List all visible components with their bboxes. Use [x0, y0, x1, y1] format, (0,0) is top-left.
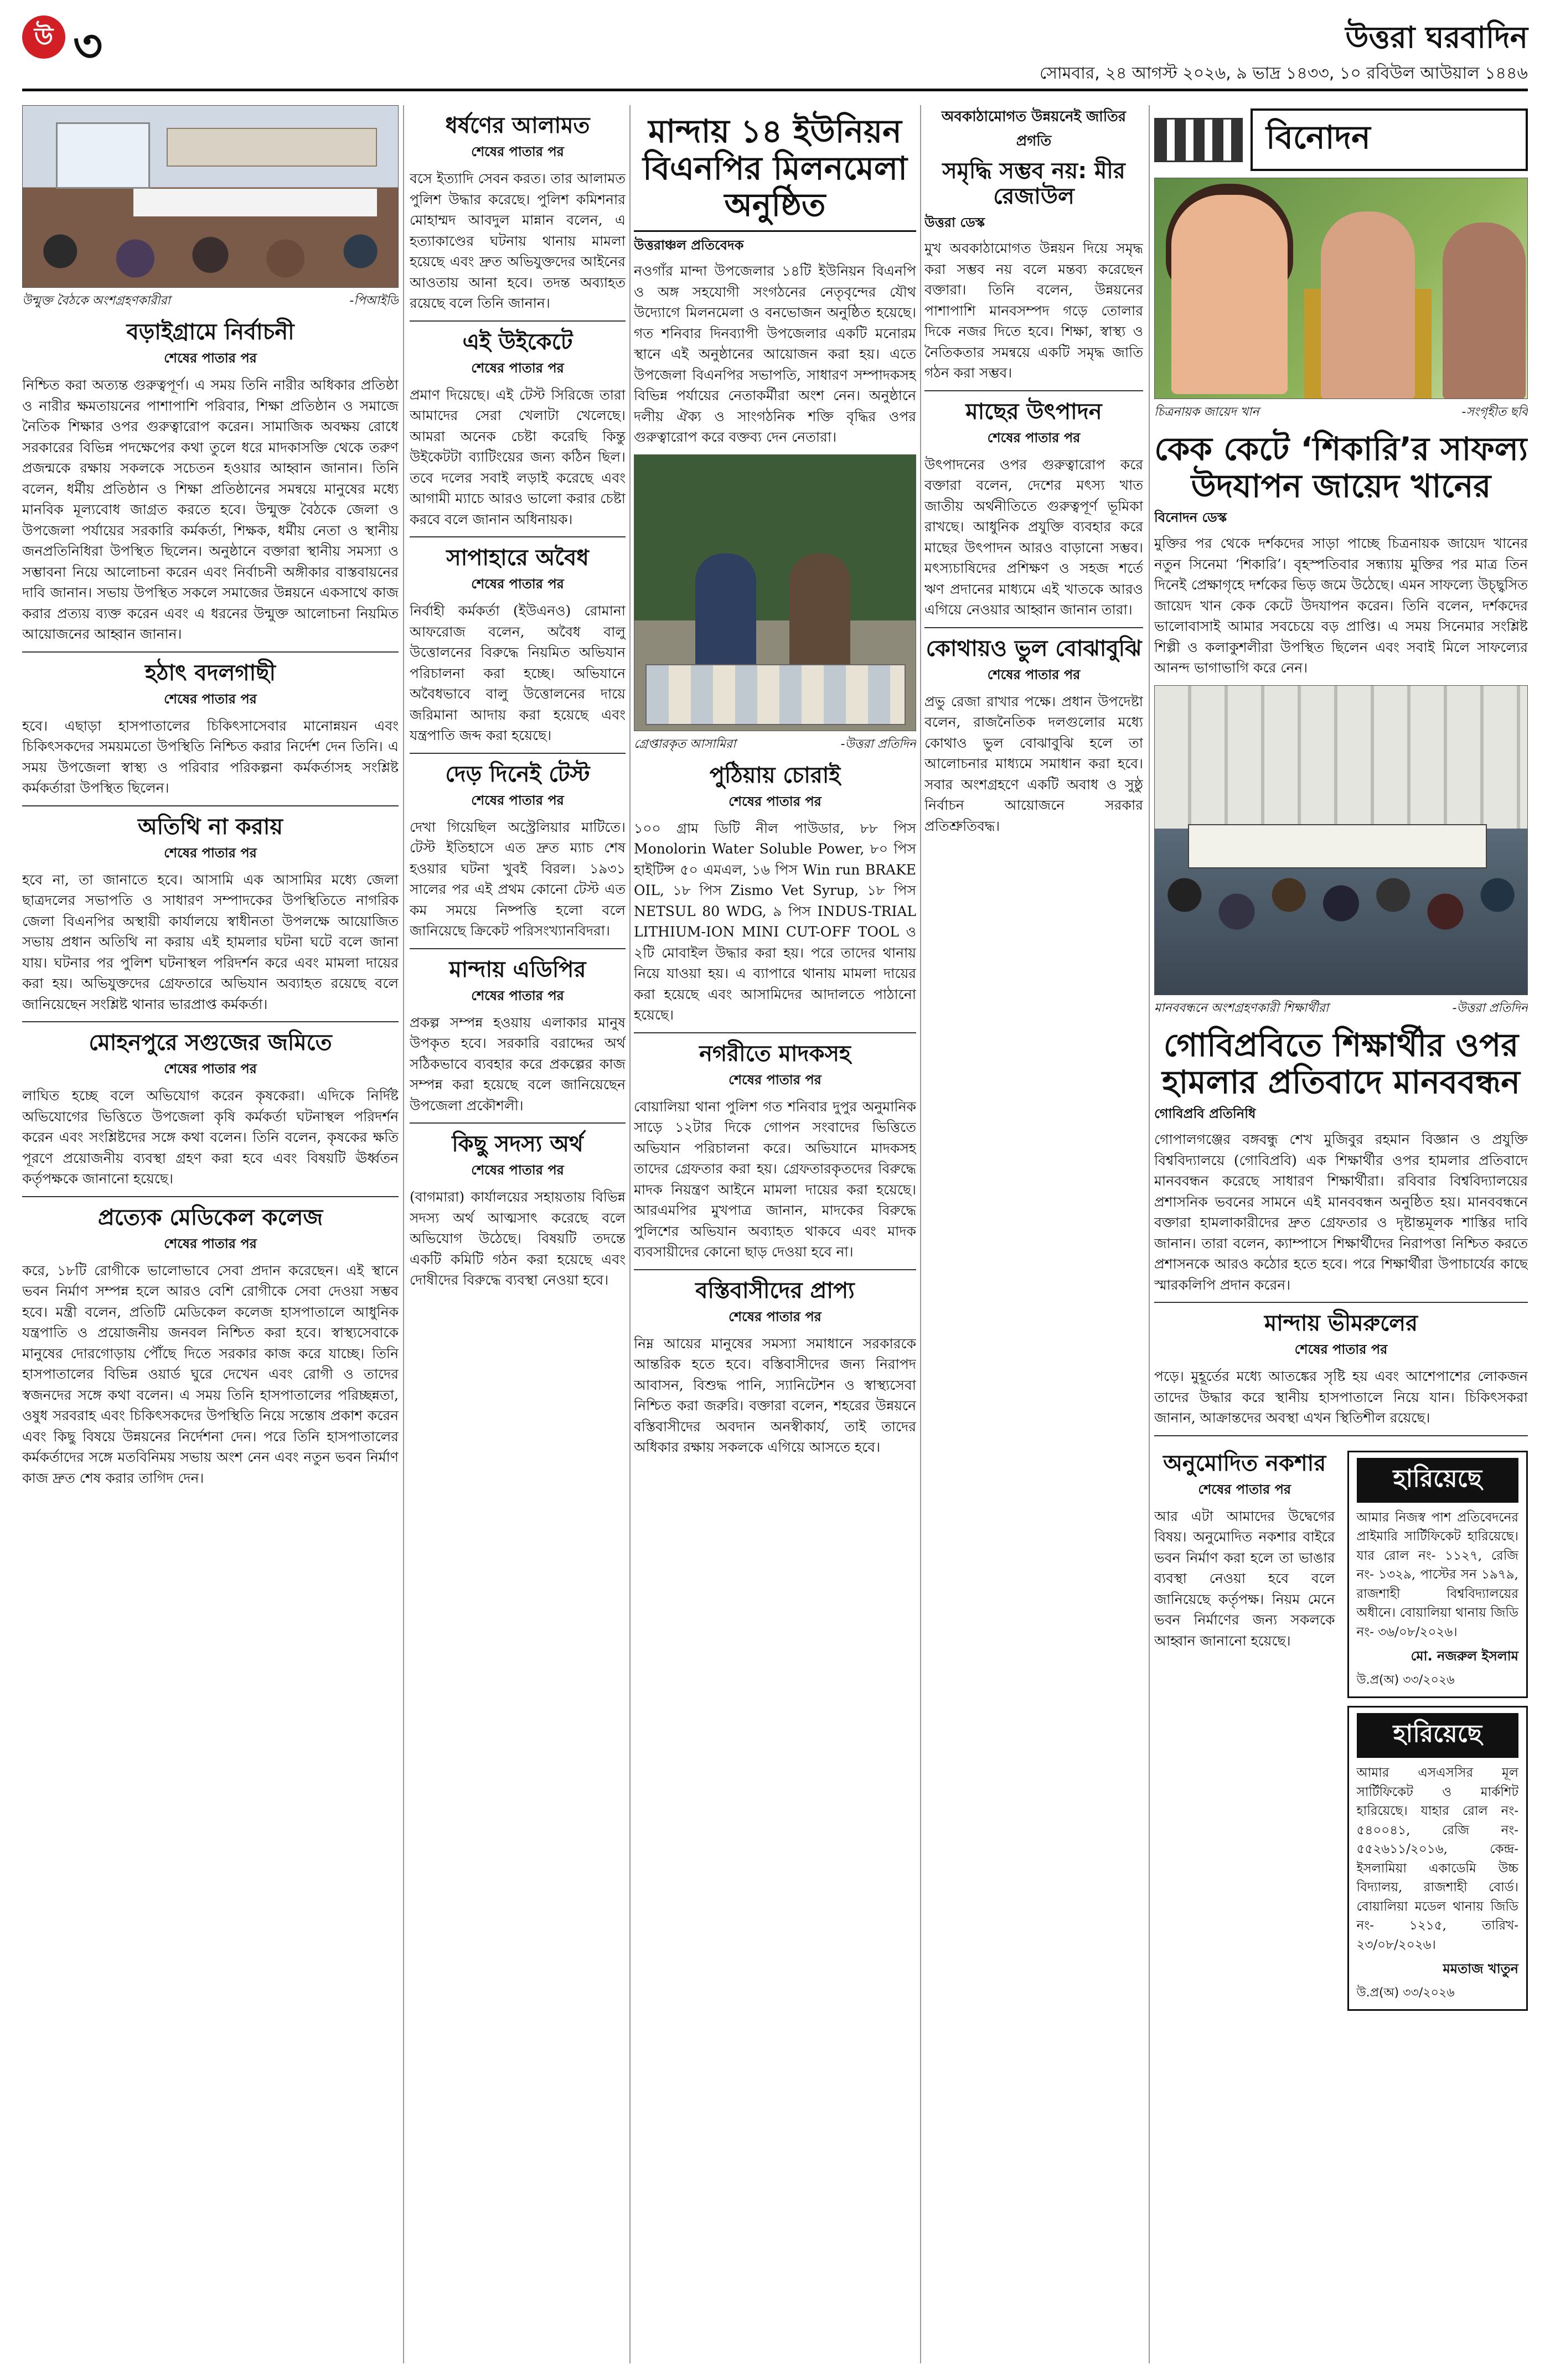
divider	[22, 805, 399, 806]
divider	[410, 948, 626, 949]
section-title: বিনোদন	[1251, 108, 1528, 171]
photo-caption	[1154, 998, 1528, 1019]
continued-label: শেষের পাতার পর	[471, 987, 564, 1003]
article-body: লাঘিত হচ্ছে বলে অভিযোগ করেন কৃষকেরা। এদিকে নির্দিষ্ট অভিযোগের ভিত্তিতে উপজেলা কৃষি কর্মকর্তা ঘটনাস্থল পরিদর্শন করেন এবং সংশ্লিষ্টদের সঙ্গে কথা বলেন। তিনি বলেন, কৃষকের ক্ষতি পূরণে প্রয়োজনীয় ব্যবস্থা গ্রহণ করা হবে এবং বিষয়টি ঊর্ধ্বতন কর্তৃপক্ষকে জানানো হয়েছে।	[22, 1088, 399, 1187]
divider	[22, 651, 399, 653]
continued-label: শেষের পাতার পর	[1198, 1481, 1291, 1497]
ad-title: হারিয়েছে	[1357, 1713, 1519, 1758]
ad-signature: মমতাজ খাতুন	[1443, 1961, 1518, 1977]
article-body: মুক্তির পর থেকে দর্শকদের সাড়া পাচ্ছে চিত্রনায়ক জায়েদ খানের নতুন সিনেমা ‘শিকারি’। বৃহস্পতিবার সন্ধ্যায় মুক্তির পর মাত্র তিন দিনেই প্রেক্ষাগৃহে দর্শকের ভিড় জমে উঠেছে। এমন সাফল্যে উচ্ছ্বসিত জায়েদ খান কেক কেটে উদযাপন করেন। তিনি বলেন, দর্শকদের ভালোবাসাই আমার সবচেয়ে বড় প্রাপ্তি। এ সময় সিনেমার সংশ্লিষ্ট শিল্পী ও কলাকুশলীরা উপস্থিত ছিলেন এবং সবাই মিলে সাফল্যের আনন্দ ভাগাভাগি করে নেন।	[1154, 535, 1528, 676]
continued-label: শেষের পাতার পর	[987, 666, 1081, 682]
article-headline: বস্তিবাসীদের প্রাপ্য	[695, 1277, 855, 1303]
divider	[410, 1122, 626, 1124]
article-kicker: অবকাঠামোগত উন্নয়নেই জাতির প্রগতি	[941, 108, 1127, 149]
caption-text: চিত্রনায়ক জায়েদ খান	[1154, 405, 1259, 419]
byline: উত্তরা ডেস্ক	[924, 215, 985, 230]
continued-label: শেষের পাতার পর	[471, 144, 564, 159]
ad-body: আমার নিজস্ব পাশ প্রতিবেদনের প্রাইমারি সার্টিফিকেট হারিয়েছে। যার রোল নং- ১১২৭, রেজি নং- ১৩২৯, পাস্টের সন ১৯৭৯, রাজশাহী বিশ্ববিদ্যালয়ের অধীনে। বোয়ালিয়া থানায় জিডি নং- ৩৬/০৮/২০২৬।	[1356, 1510, 1518, 1639]
celebrity-photo	[1154, 178, 1528, 399]
article-headline: অনুমোদিত নকশার	[1163, 1450, 1326, 1476]
ad-title: হারিয়েছে	[1357, 1458, 1519, 1503]
divider	[1154, 1435, 1528, 1436]
divider	[22, 1196, 399, 1197]
article-body: নওগাঁর মান্দা উপজেলার ১৪টি ইউনিয়ন বিএনপি ও অঙ্গ সহযোগী সংগঠনের নেতৃবৃন্দের যৌথ উদ্যোগে মিলনমেলা ও বনভোজন অনুষ্ঠিত হয়েছে। গত শনিবার দিনব্যাপী উপজেলার একটি মনোরম স্থানে এই অনুষ্ঠানের আয়োজন করা হয়। এতে উপজেলা বিএনপির সভাপতি, সাধারণ সম্পাদকসহ বিভিন্ন পর্যায়ের নেতাকর্মীরা অংশ নেন। অনুষ্ঠানে দলীয় ঐক্য ও সাংগঠনিক শক্তি বৃদ্ধির ওপর গুরুত্বারোপ করে বক্তব্য দেন নেতারা।	[634, 263, 916, 446]
article-body: গোপালগঞ্জের বঙ্গবন্ধু শেখ মুজিবুর রহমান বিজ্ঞান ও প্রযুক্তি বিশ্ববিদ্যালয়ে (গোবিপ্রবি) এক শিক্ষার্থীর ওপর হামলার প্রতিবাদে মানববন্ধন করেছে সাধারণ শিক্ষার্থীরা। রবিবার বিশ্ববিদ্যালয়ের প্রশাসনিক ভবনের সামনে এই মানববন্ধন অনুষ্ঠিত হয়। মানববন্ধনে বক্তারা হামলাকারীদের দ্রুত গ্রেফতার ও দৃষ্টান্তমূলক শাস্তির দাবি জানান। তারা বলেন, ক্যাম্পাসে শিক্ষার্থীদের নিরাপত্তা নিশ্চিত করতে প্রশাসনকে আরও কঠোর হতে হবে। পরে শিক্ষার্থীরা উপাচার্যের কাছে স্মারকলিপি প্রদান করেন।	[1154, 1131, 1528, 1293]
article-body: দেখা গিয়েছিল অস্ট্রেলিয়ার মাটিতে। টেস্ট ইতিহাসে এত দ্রুত ম্যাচ শেষ হওয়ার ঘটনা খুবই বিরল। ১৯৩১ সালের পর এই প্রথম কোনো টেস্ট এত কম সময়ে নিষ্পত্তি হলো বলে জানিয়েছে ক্রিকেট পরিসংখ্যানবিদরা।	[410, 819, 626, 939]
person-figure	[1443, 223, 1526, 399]
article-headline: হঠাৎ বদলগাছী	[145, 660, 276, 686]
head-table	[133, 189, 377, 216]
divider	[22, 1021, 399, 1022]
continued-label: শেষের পাতার পর	[471, 360, 564, 376]
paper-logo-icon: উ	[22, 15, 65, 59]
person-figure	[1171, 195, 1288, 394]
ad-body: আমার এসএসসির মূল সার্টিফিকেট ও মার্কশিট হারিয়েছে। যাহার রোল নং- ৫৪০০৪১, রেজি নং- ৫৫২৬১১/২০১৬, কেন্দ্র- ইসলামিয়া একাডেমি উচ্চ বিদ্যালয়, রাজশাহী বোর্ড। বোয়ালিয়া মডেল থানায় জিডি নং- ১২১৫, তারিখ- ২৩/০৮/২০২৬।	[1356, 1766, 1518, 1952]
protest-photo	[1154, 685, 1528, 995]
person-figure	[1321, 211, 1415, 399]
column-5	[1154, 105, 1528, 2363]
article-headline: কোথায়ও ভুল বোঝাবুঝি	[926, 635, 1142, 661]
meeting-photo	[22, 105, 399, 288]
continued-label: শেষের পাতার পর	[1294, 1342, 1388, 1358]
article-body: মুখ অবকাঠামোগত উন্নয়ন দিয়ে সমৃদ্ধ করা সম্ভব নয় বলে মন্তব্য করেছেন বক্তারা। তিনি বলেন, উন্নয়নের পাশাপাশি মানবসম্পদ গড়ে তোলার দিকে নজর দিতে হবে। শিক্ষা, স্বাস্থ্য ও নৈতিকতার সমন্বয়ে একটি সমৃদ্ধ জাতি গঠন করা সম্ভব।	[924, 240, 1143, 381]
divider	[634, 1032, 916, 1033]
seized-goods	[645, 664, 906, 725]
column-divider	[1149, 105, 1150, 2363]
article-body: উৎপাদনের ওপর গুরুত্বারোপ করে বক্তারা বলেন, দেশের মৎস্য খাত জাতীয় অর্থনীতিতে গুরুত্বপূর্ণ ভূমিকা রাখছে। আধুনিক প্রযুক্তি ব্যবহার করে মাছের উৎপাদন আরও বাড়ানো সম্ভব। মৎস্যচাষিদের প্রশিক্ষণ ও সহজ শর্তে ঋণ প্রদানের মাধ্যমে এই খাতকে আরও এগিয়ে নেওয়ার আহ্বান জানান তারা।	[924, 456, 1143, 618]
article-body: প্রভু রেজা রাখার পক্ষে। প্রধান উপদেষ্টা বলেন, রাজনৈতিক দলগুলোর মধ্যে কোথাও ভুল বোঝাবুঝি হলে তা আলোচনার মাধ্যমে সমাধান করা হবে। সবার অংশগ্রহণে একটি অবাধ ও সুষ্ঠু নির্বাচন আয়োজনে সরকার প্রতিশ্রুতিবদ্ধ।	[924, 693, 1143, 834]
byline: বিনোদন ডেস্ক	[1154, 510, 1227, 526]
caption-credit: -উত্তরা প্রতিদিন	[1452, 1001, 1528, 1015]
continued-label: শেষের পাতার পর	[728, 1308, 822, 1324]
divider	[410, 753, 626, 754]
byline: উত্তরাঞ্চল প্রতিবেদক	[634, 237, 744, 253]
article-headline: নগরীতে মাদকসহ	[699, 1041, 851, 1067]
dateline: সোমবার, ২৪ আগস্ট ২০২৬, ৯ ভাদ্র ১৪৩৩, ১০ রবিউল আউয়াল ১৪৪৬	[1040, 64, 1528, 83]
column-4	[924, 105, 1143, 2363]
article-body: বোয়ালিয়া থানা পুলিশ গত শনিবার দুপুর অনুমানিক সাড়ে ১২টার দিকে গোপন সংবাদের ভিত্তিতে অভিযান পরিচালনা করে। অভিযানে মাদকসহ তাদের গ্রেফতার করা হয়। গ্রেফতারকৃতদের বিরুদ্ধে মাদক নিয়ন্ত্রণ আইনে মামলা দায়ের করা হয়েছে। আরএমপির মুখপাত্র জানান, মাদকের বিরুদ্ধে পুলিশের অভিযান অব্যাহত থাকবে এবং মাদক ব্যবসায়ীদের কোনো ছাড় দেওয়া হবে না।	[634, 1098, 916, 1260]
continued-label: শেষের পাতার পর	[728, 1072, 822, 1088]
page-number: ৩	[73, 20, 103, 73]
stage-banner	[167, 128, 377, 167]
column-3	[634, 105, 916, 2363]
bottom-row	[1154, 1443, 1528, 2011]
article-body: নির্বাহী কর্মকর্তা (ইউএনও) রোমানা আফরোজ বলেন, অবৈধ বালু উত্তোলনের বিরুদ্ধে নিয়মিত অভিযান পরিচালনা করা হচ্ছে। অভিযানে অবৈধভাবে বালু উত্তোলনের দায়ে জরিমানা আদায় করা হয়েছে এবং যন্ত্রপাতি জব্দ করা হয়েছে।	[410, 603, 626, 743]
divider	[410, 536, 626, 537]
photo-caption	[22, 291, 399, 312]
caption-credit: -উত্তরা প্রতিদিন	[840, 737, 916, 751]
column-divider	[403, 105, 404, 2363]
article-headline: মাছের উৎপাদন	[965, 399, 1102, 425]
article-headline: প্রত্যেক মেডিকেল কলেজ	[97, 1204, 323, 1230]
section-flag	[1154, 108, 1528, 171]
article-body: করে, ১৮টি রোগীকে ভালোভাবে সেবা প্রদান করেছেন। এই স্থানে ভবন নির্মাণ সম্পন্ন হলে আরও বেশি রোগীকে সেবা দেওয়া সম্ভব হবে। মন্ত্রী বলেন, প্রতিটি মেডিকেল কলেজ হাসপাতালে আধুনিক যন্ত্রপাতি ও প্রয়োজনীয় জনবল নিশ্চিত করা হবে। স্বাস্থ্যসেবাকে মানুষের দোরগোড়ায় পৌঁছে দিতে সরকার কাজ করে যাচ্ছে। তিনি হাসপাতালের বিভিন্ন ওয়ার্ড ঘুরে দেখেন এবং রোগী ও তাদের স্বজনদের সঙ্গে কথা বলেন। এ সময় তিনি হাসপাতালের পরিচ্ছন্নতা, ওষুধ সরবরাহ এবং চিকিৎসকদের উপস্থিতি নিয়ে সন্তোষ প্রকাশ করেন এবং কিছু বিষয়ে উন্নয়নের নির্দেশনা দেন। পরে তিনি হাসপাতালের কর্মকর্তাদের সঙ্গে মতবিনিময় সভায় অংশ নেন এবং নতুন ভবন নির্মাণ কাজ দ্রুত শেষ করার তাগিদ দেন।	[22, 1262, 399, 1486]
article-body: পড়ে। মুহূর্তের মধ্যে আতঙ্কের সৃষ্টি হয় এবং আশেপাশের লোকজন তাদের উদ্ধার করে স্থানীয় হাসপাতালে নিয়ে যান। চিকিৎসকরা জানান, আক্রান্তদের অবস্থা এখন স্থিতিশীল রয়েছে।	[1154, 1368, 1528, 1426]
article-headline: মান্দায় ভীমরুলের	[1264, 1311, 1418, 1337]
article-body: আর এটা আমাদের উদ্বেগের বিষয়। অনুমোদিত নকশার বাইরে ভবন নির্মাণ করা হলে তা ভাঙার ব্যবস্থা নেওয়া হবে বলে জানিয়েছে কর্তৃপক্ষ। নিয়ম মেনে ভবন নির্মাণের জন্য সকলকে আহ্বান জানানো হয়েছে।	[1154, 1508, 1335, 1649]
continued-label: শেষের পাতার পর	[471, 576, 564, 592]
feature-headline: কেক কেটে ‘শিকারি’র সাফল্য উদযাপন জায়েদ খানের	[1154, 430, 1528, 505]
lead-headline: মান্দায় ১৪ ইউনিয়ন বিএনপির মিলনমেলা অনুষ্ঠিত	[643, 112, 907, 224]
caption-text: গ্রেপ্তারকৃত আসামিরা	[634, 737, 736, 751]
continued-label: শেষের পাতার পর	[164, 691, 257, 707]
article-body: ১০০ গ্রাম ডিটি নীল পাউডার, ৮৮ পিস Monolorin Water Soluble Power, ৮০ পিস হাইটিন্স ৫০ এমএল, ১৬ পিস Win run BRAKE OIL, ১৮ পিস Zismo Vet Syrup, ১৮ পিস NETSUL 80 WDG, ৯ পিস INDUS-TRIAL LITHIUM-ION MINI CUT-OFF TOOL ও ২টি মোবাইল উদ্ধার করা হয়। পরে তাদের থানায় নিয়ে যাওয়া হয়। এ ব্যাপারে থানায় মামলা দায়ের করা হয়েছে এবং আসামিদের আদালতে পাঠানো হয়েছে।	[634, 820, 916, 1023]
continued-label: শেষের পাতার পর	[164, 1235, 257, 1251]
bottom-right	[1347, 1443, 1528, 2011]
continued-label: শেষের পাতার পর	[164, 350, 257, 366]
article-headline: সাপাহারে অবৈধ	[446, 545, 589, 571]
audience	[23, 215, 398, 287]
feature-headline: গোবিপ্রবিতে শিক্ষার্থীর ওপর হামলার প্রতিবাদে মানববন্ধন	[1162, 1026, 1520, 1101]
divider	[924, 627, 1143, 628]
article-headline: দেড় দিনেই টেস্ট	[445, 761, 590, 787]
photo-caption	[634, 734, 916, 755]
article-headline: অতিথি না করায়	[138, 814, 283, 840]
article-headline: পুঠিয়ায় চোরাই	[709, 762, 841, 788]
masthead-rule	[22, 89, 1528, 91]
column-2	[410, 105, 626, 2363]
ad-reference: উ.প্র(অ) ৩৩/২০২৬	[1356, 1986, 1455, 2000]
arrest-photo	[634, 454, 916, 731]
continued-label: শেষের পাতার পর	[987, 430, 1081, 446]
continued-label: শেষের পাতার পর	[164, 845, 257, 861]
article-headline: এই উইকেটে	[462, 329, 573, 355]
article-body: নিশ্চিত করা অত্যন্ত গুরুত্বপূর্ণ। এ সময় তিনি নারীর অধিকার প্রতিষ্ঠা ও নারীর ক্ষমতায়নের পাশাপাশি পরিবার, শিক্ষা প্রতিষ্ঠান ও সমাজে নৈতিক শিক্ষার ওপর গুরুত্বারোপ করেন। সামাজিক অবক্ষয় রোধে সরকারের বিভিন্ন পদক্ষেপের কথা তুলে ধরে মাদকাসক্তি থেকে তরুণ প্রজন্মকে রক্ষায় সকলকে সচেতন হওয়ার আহ্বান জানান। তিনি বলেন, ধর্মীয় প্রতিষ্ঠান ও শিক্ষা প্রতিষ্ঠানের সমন্বয়ে মানুষের মধ্যে মানবিক মূল্যবোধ জাগ্রত করতে হবে। উন্মুক্ত বৈঠকে জেলা ও উপজেলা পর্যায়ের সরকারি কর্মকর্তা, শিক্ষক, ধর্মীয় নেতা ও স্থানীয় জনপ্রতিনিধিরা উপস্থিত ছিলেন। অনুষ্ঠানে বক্তারা স্থানীয় সমস্যা ও সম্ভাবনা নিয়ে আলোচনা করেন এবং নির্বাচনী অঙ্গীকার বাস্তবায়নের দাবি জানান। সভায় উপস্থিত সকলে সমাজের উন্নয়নে একসাথে কাজ করার প্রত্যয় ব্যক্ত করেন এবং এ ধরনের উন্মুক্ত আলোচনা নিয়মিত আয়োজনের আহ্বান জানান।	[22, 377, 399, 642]
classified-ad	[1347, 1706, 1528, 2011]
article-body: (বাগমারা) কার্যালয়ের সহায়তায় বিভিন্ন সদস্য অর্থ আত্মসাৎ করেছে বলে অভিযোগ উঠেছে। বিষয়টি তদন্তে একটি কমিটি গঠন করা হয়েছে এবং দোষীদের বিরুদ্ধে ব্যবস্থা নেওয়া হবে।	[410, 1189, 626, 1288]
bottom-left	[1154, 1443, 1335, 2011]
ad-reference: উ.প্র(অ) ৩৩/২০২৬	[1356, 1673, 1455, 1688]
article-body: বসে ইত্যাদি সেবন করত। তার আলামত পুলিশ উদ্ধার করেছে। পুলিশ কমিশনার মোহাম্মদ আবদুল মান্নান বলেন, এ হত্যাকাণ্ডের ঘটনায় থানায় মামলা হয়েছে এবং দ্রুত অভিযুক্তদের আইনের আওতায় আনা হবে। তদন্ত অব্যাহত রয়েছে বলে তিনি জানান।	[410, 170, 626, 311]
divider	[924, 390, 1143, 391]
projector-screen	[56, 122, 150, 189]
protest-banner	[1188, 824, 1487, 868]
caption-text: মানববন্ধনে অংশগ্রহণকারী শিক্ষার্থীরা	[1154, 1001, 1329, 1015]
caption-text: উন্মুক্ত বৈঠকে অংশগ্রহণকারীরা	[22, 294, 170, 308]
film-reel-icon	[1154, 118, 1243, 162]
continued-label: শেষের পাতার পর	[471, 792, 564, 808]
article-headline: সমৃদ্ধি সম্ভব নয়: মীর রেজাউল	[942, 158, 1125, 209]
masthead	[22, 11, 1528, 94]
photo-caption	[1154, 402, 1528, 423]
divider	[634, 1269, 916, 1270]
article-body: নিম্ন আয়ের মানুষের সমস্যা সমাধানে সরকারকে আন্তরিক হতে হবে। বস্তিবাসীদের জন্য নিরাপদ আবাসন, বিশুদ্ধ পানি, স্যানিটেশন ও স্বাস্থ্যসেবা নিশ্চিত করা জরুরি। বক্তারা বলেন, শহরের উন্নয়নে বস্তিবাসীদের অবদান অনস্বীকার্য, তাই তাদের অধিকার রক্ষায় সকলকে এগিয়ে আসতে হবে।	[634, 1335, 916, 1456]
article-body: হবে না, তা জানাতে হবে। আসামি এক আসামির মধ্যে জেলা ছাত্রদলের সভাপতি ও সাধারণ সম্পাদকের উপস্থিতিতে নাগরিক জেলা বিএনপির অস্থায়ী কার্যালয়ে স্বাধীনতা উপলক্ষে আয়োজিত সভায় প্রধান অতিথি না করায় এই হামলার ঘটনা ঘটে বলে জানা যায়। ঘটনার পর পুলিশ ঘটনাস্থল পরিদর্শন করে এবং মামলা দায়ের করা হয়। অভিযুক্তদের গ্রেফতারে অভিযান অব্যাহত রয়েছে বলে জানিয়েছেন সংশ্লিষ্ট থানার ভারপ্রাপ্ত কর্মকর্তা।	[22, 871, 399, 1012]
caption-credit: -পিআইডি	[349, 294, 399, 308]
article-headline: মান্দায় এডিপির	[449, 956, 586, 982]
article-body: প্রমাণ দিয়েছে। এই টেস্ট সিরিজে তারা আমাদের সেরা খেলাটা খেলেছে। আমরা অনেক চেষ্টা করেছি কিন্তু উইকেটটা ব্যাটিংয়ের জন্য কঠিন ছিল। তবে দলের সবাই লড়াই করেছে এবং আগামী ম্যাচে আরও ভালো করার চেষ্টা করবে বলে জানান অধিনায়ক।	[410, 386, 626, 527]
divider	[410, 320, 626, 322]
byline: গোবিপ্রবি প্রতিনিধি	[1154, 1106, 1256, 1122]
article-headline: মোহনপুরে সগুজের জমিতে	[89, 1030, 332, 1056]
divider	[1154, 1302, 1528, 1303]
continued-label: শেষের পাতার পর	[164, 1061, 257, 1077]
column-divider	[920, 105, 921, 2363]
column-divider	[629, 105, 631, 2363]
ad-signature: মো. নজরুল ইসলাম	[1410, 1648, 1518, 1664]
continued-label: শেষের পাতার পর	[728, 793, 822, 809]
column-1	[22, 105, 399, 2363]
article-body: প্রকল্প সম্পন্ন হওয়ায় এলাকার মানুষ উপকৃত হবে। সরকারি বরাদ্দের অর্থ সঠিকভাবে ব্যবহার করে প্রকল্পের কাজ সম্পন্ন করা হয়েছে বলে জানিয়েছেন উপজেলা প্রকৌশলী।	[410, 1014, 626, 1114]
continued-label: শেষের পাতার পর	[471, 1162, 564, 1178]
building	[1155, 686, 1527, 830]
caption-credit: -সংগৃহীত ছবি	[1461, 405, 1528, 419]
article-headline: কিছু সদস্য অর্থ	[452, 1131, 583, 1157]
lead-story	[634, 113, 916, 232]
article-headline: বড়াইগ্রামে নির্বাচনী	[126, 319, 294, 345]
paper-name: উত্তরা ঘরবাদিন	[1345, 20, 1528, 55]
classified-ad	[1347, 1451, 1528, 1699]
article-body: হবে। এছাড়া হাসপাতালের চিকিৎসাসেবার মানোন্নয়ন এবং চিকিৎসকদের সময়মতো উপস্থিতি নিশ্চিত করার নির্দেশ দেন তিনি। এ সময় উপজেলা স্বাস্থ্য ও পরিবার পরিকল্পনা কর্মকর্তাসহ সংশ্লিষ্ট কর্মকর্তারা উপস্থিত ছিলেন।	[22, 717, 399, 796]
article-headline: ধর্ষণের আলামত	[445, 113, 590, 138]
